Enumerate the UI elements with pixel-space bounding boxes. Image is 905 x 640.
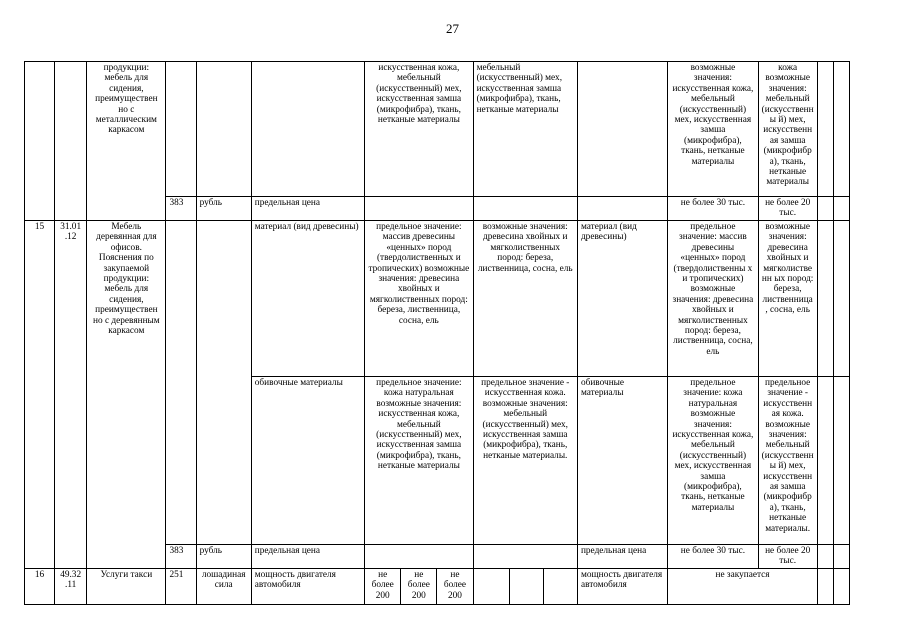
cell-function xyxy=(833,545,849,569)
cell-unit: рубль xyxy=(196,545,251,569)
cell-value-1: не более 200 xyxy=(365,569,401,605)
cell-approved-other: предельное значение - искусственная кожа. возможные значения: мебельный (искусственны й) мех, искусственная замша (микрофибра), ткань, нетканые материалы. xyxy=(758,377,817,545)
cell-approved-main: предельное значение: кожа натуральная возможные значения: искусственная кожа, мебельный (искусственный) мех, искусственная замша (микрофибра), ткань, нетканые материалы xyxy=(668,377,758,545)
cell-justification xyxy=(817,221,833,377)
cell-characteristic: обивочные материалы xyxy=(251,377,364,545)
cell-characteristic: мощность двигателя автомобиля xyxy=(251,569,364,605)
cell-characteristic: предельная цена xyxy=(251,545,364,569)
cell-value-main: предельное значение: массив древесины «ценных» пород (твердолиственных и тропических) возможные значения: древесина хвойных и мягколиственных пород: береза, лиственница, сосна, ель xyxy=(365,221,473,377)
cell-value-main xyxy=(365,545,473,569)
cell-characteristic: материал (вид древесины) xyxy=(251,221,364,377)
cell-justification xyxy=(817,377,833,545)
cell-code xyxy=(166,62,196,197)
cell-approved-characteristic: предельная цена xyxy=(577,545,667,569)
cell-approved-main: не более 30 тыс. xyxy=(668,197,758,221)
cell-approved-characteristic xyxy=(577,197,667,221)
cell-code: 251 xyxy=(166,569,196,605)
cell-num: 15 xyxy=(25,221,55,569)
cell-value-main xyxy=(365,197,473,221)
cell-approved-other: кожа возможные значения: мебельный (искусственны й) мех, искусственная замша (микрофибра), ткань, нетканые материалы xyxy=(758,62,817,197)
cell-approved-characteristic: материал (вид древесины) xyxy=(577,221,667,377)
cell-value-5 xyxy=(509,569,543,605)
cell-okpd: 49.32 .11 xyxy=(55,569,87,605)
cell-value-other xyxy=(473,197,577,221)
cell-function xyxy=(833,62,849,197)
cell-justification xyxy=(817,545,833,569)
page-number: 27 xyxy=(446,21,459,36)
cell-value-other: возможные значения: древесина хвойных и мягколиственных пород: береза, лиственница, сосна, ель xyxy=(473,221,577,377)
cell-value-other: предельное значение - искусственная кожа. возможные значения: мебельный (искусственный) мех, искусственная замша (микрофибра), ткань, нетканые материалы. xyxy=(473,377,577,545)
cell-name: продукции: мебель для сидения, преимуществен но с металлическим каркасом xyxy=(87,62,166,221)
table-row xyxy=(25,62,850,197)
cell-approved-main: предельное значение: массив древесины «ценных» пород (твердолиственны х и тропических) возможные значения: древесина хвойных и мягколиственных пород: береза, лиственница, сосна, ель xyxy=(668,221,758,377)
cell-value-other: мебельный (искусственный) мех, искусственная замша (микрофибра), ткань, нетканые материалы xyxy=(473,62,577,197)
cell-value-main: искусственная кожа, мебельный (искусственный) мех, искусственная замша (микрофибра), ткань, нетканые материалы xyxy=(365,62,473,197)
cell-value-4 xyxy=(473,569,509,605)
table-row xyxy=(25,569,850,605)
requirements-table xyxy=(24,61,850,605)
cell-approved-value: не закупается xyxy=(668,569,818,605)
cell-name: Мебель деревянная для офисов. Пояснения по закупаемой продукции: мебель для сидения, преимуществен но с деревянным каркасом xyxy=(87,221,166,569)
cell-unit: рубль xyxy=(196,197,251,221)
cell-value-2: не более 200 xyxy=(401,569,437,605)
cell-justification xyxy=(817,197,833,221)
cell-approved-characteristic: обивочные материалы xyxy=(577,377,667,545)
table-row xyxy=(25,221,850,377)
cell-function xyxy=(833,377,849,545)
cell-value-other xyxy=(473,545,577,569)
cell-function xyxy=(833,197,849,221)
cell-name: Услуги такси xyxy=(87,569,166,605)
cell-value-main: предельное значение: кожа натуральная возможные значения: искусственная кожа, мебельный (искусственный) мех, искусственная замша (микрофибра), ткань, нетканые материалы xyxy=(365,377,473,545)
cell-num: 16 xyxy=(25,569,55,605)
cell-approved-characteristic xyxy=(577,62,667,197)
cell-justification xyxy=(817,569,833,605)
cell-approved-other: возможные значения: древесина хвойных и мягколиственн ых пород: береза, лиственница, сосна, ель xyxy=(758,221,817,377)
cell-approved-other: не более 20 тыс. xyxy=(758,545,817,569)
cell-justification xyxy=(817,62,833,197)
cell-function xyxy=(833,221,849,377)
cell-characteristic xyxy=(251,62,364,197)
cell-okpd: 31.01 .12 xyxy=(55,221,87,569)
cell-code: 383 xyxy=(166,545,196,569)
cell-value-6 xyxy=(543,569,577,605)
cell-value-3: не более 200 xyxy=(437,569,473,605)
cell-approved-main: возможные значения: искусственная кожа, мебельный (искусственный) мех, искусственная замша (микрофибра), ткань, нетканые материалы xyxy=(668,62,758,197)
cell-unit: лошадиная сила xyxy=(196,569,251,605)
cell-approved-characteristic: мощность двигателя автомобиля xyxy=(577,569,667,605)
cell-okpd xyxy=(55,62,87,221)
cell-approved-other: не более 20 тыс. xyxy=(758,197,817,221)
cell-unit xyxy=(196,62,251,197)
cell-function xyxy=(833,569,849,605)
cell-code: 383 xyxy=(166,197,196,221)
cell-characteristic: предельная цена xyxy=(251,197,364,221)
cell-code xyxy=(166,221,196,545)
cell-num xyxy=(25,62,55,221)
cell-approved-main: не более 30 тыс. xyxy=(668,545,758,569)
cell-unit xyxy=(196,221,251,545)
